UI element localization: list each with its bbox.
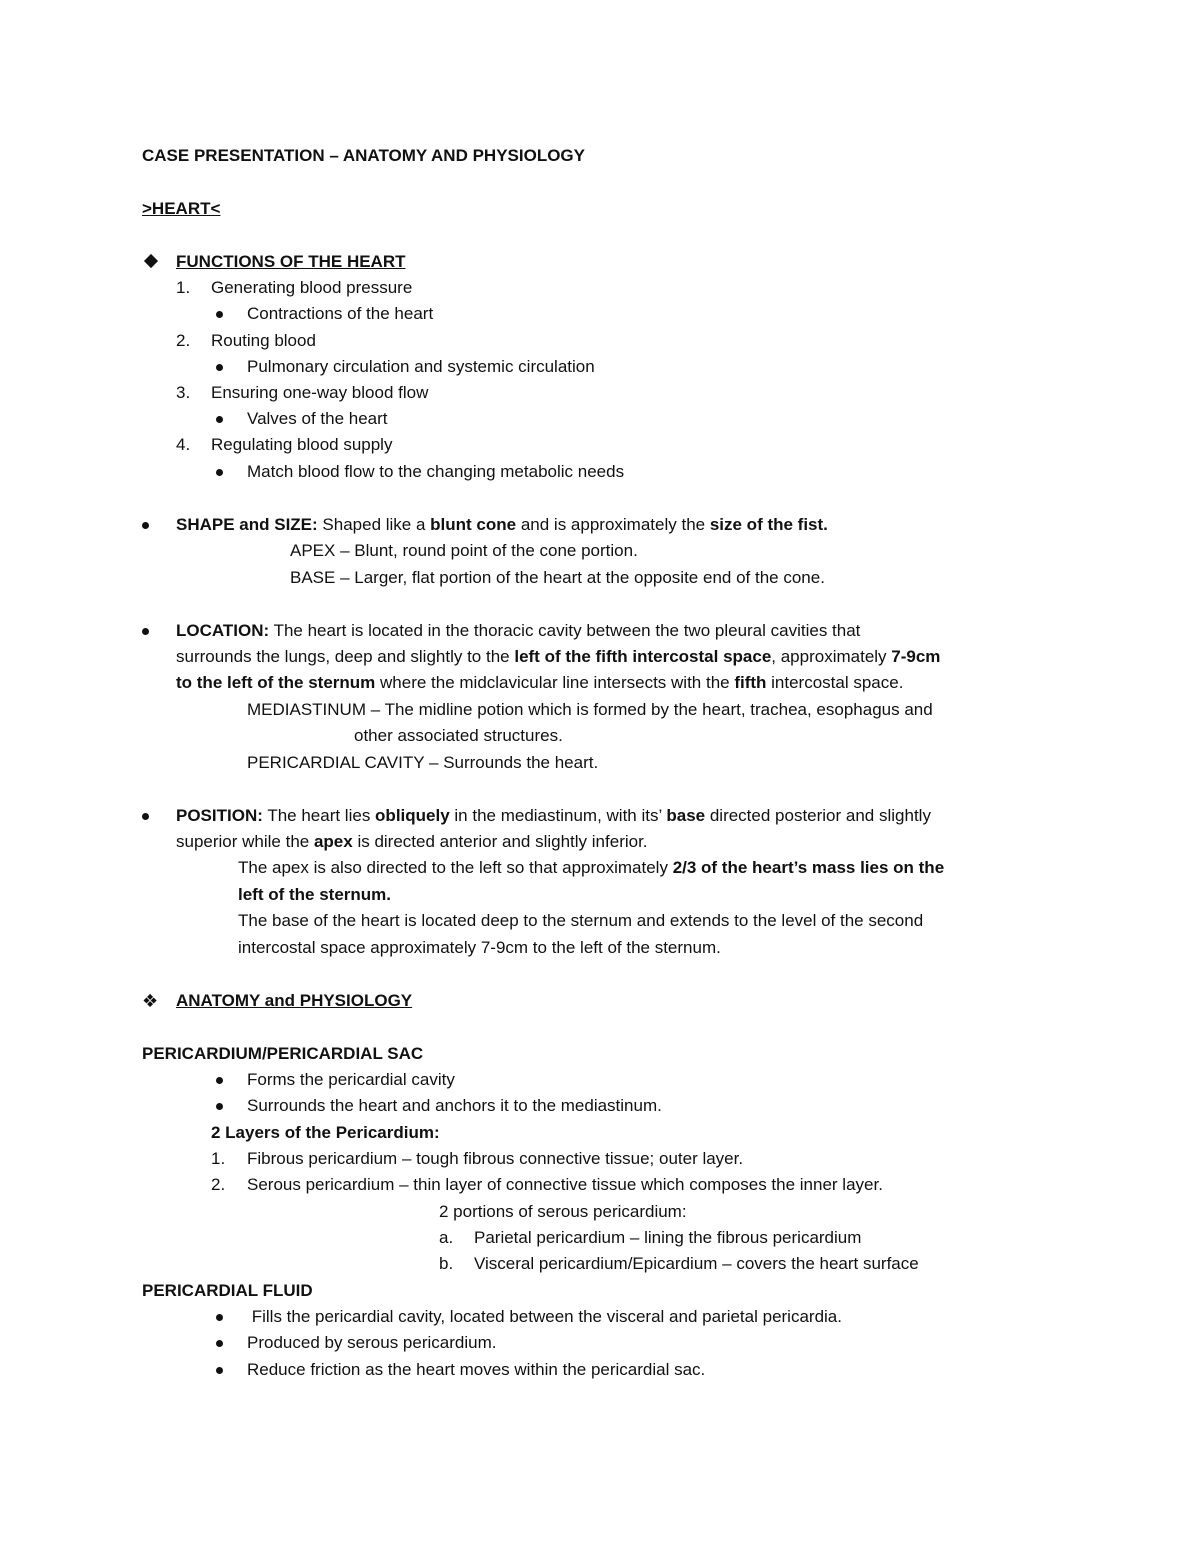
bullet-icon xyxy=(216,1340,223,1347)
list-letter: a. xyxy=(439,1228,454,1247)
sub-bullet: Pulmonary circulation and systemic circulation xyxy=(211,354,811,380)
position-paragraph: POSITION: The heart lies obliquely in the mediastinum, with its’ base directed posterior and slightly xyxy=(142,803,1062,829)
page-title: CASE PRESENTATION – ANATOMY AND PHYSIOLOGY xyxy=(142,146,585,165)
pericardial-cavity-definition: PERICARDIAL CAVITY – Surrounds the heart. xyxy=(247,753,599,772)
functions-heading: FUNCTIONS OF THE HEART xyxy=(176,252,406,271)
base-definition: BASE – Larger, flat portion of the heart at the opposite end of the cone. xyxy=(290,568,825,587)
list-item-text: Routing blood xyxy=(211,331,316,350)
mediastinum-definition: MEDIASTINUM – The midline potion which is formed by the heart, trachea, esophagus and xyxy=(247,700,933,719)
sub-bullet: Match blood flow to the changing metabolic needs xyxy=(211,459,911,485)
position-line-2: superior while the apex is directed anterior and slightly inferior. xyxy=(176,832,648,851)
list-item-text: Visceral pericardium/Epicardium – covers the heart surface xyxy=(474,1254,919,1273)
pericardium-title: PERICARDIUM/PERICARDIAL SAC xyxy=(142,1044,424,1063)
list-item xyxy=(176,328,190,354)
bullet-icon xyxy=(142,813,149,820)
outline-diamond-bullet-icon: ❖ xyxy=(142,991,159,1011)
sub-bullet: Contractions of the heart xyxy=(211,301,811,327)
list-item-text: Parietal pericardium – lining the fibrous pericardium xyxy=(474,1228,862,1247)
solid-diamond-bullet-icon xyxy=(144,254,158,268)
list-number: 3. xyxy=(176,383,191,402)
list-letter: b. xyxy=(439,1254,454,1273)
list-number: 1. xyxy=(176,278,191,297)
bullet-item: Fills the pericardial cavity, located between the visceral and parietal pericardia. xyxy=(211,1304,1011,1330)
list-item-text: Ensuring one-way blood flow xyxy=(211,383,429,402)
apex-definition: APEX – Blunt, round point of the cone portion. xyxy=(290,541,638,560)
bullet-icon xyxy=(216,1077,223,1084)
location-paragraph: LOCATION: The heart is located in the thoracic cavity between the two pleural cavities that xyxy=(142,618,1042,644)
list-item-text: Generating blood pressure xyxy=(211,278,413,297)
list-item-text: Serous pericardium – thin layer of connective tissue which composes the inner layer. xyxy=(247,1175,883,1194)
bullet-item: Produced by serous pericardium. xyxy=(211,1330,911,1356)
bullet-icon xyxy=(216,311,223,318)
pericardial-fluid-title: PERICARDIAL FLUID xyxy=(142,1281,313,1300)
shape-size-paragraph: SHAPE and SIZE: Shaped like a blunt cone and is approximately the size of the fist. xyxy=(142,512,1042,538)
location-line-3: to the left of the sternum where the midclavicular line intersects with the fifth intercostal space. xyxy=(176,673,904,692)
list-item-text: Fibrous pericardium – tough fibrous connective tissue; outer layer. xyxy=(247,1149,744,1168)
list-item-text: Regulating blood supply xyxy=(211,435,393,454)
bullet-icon xyxy=(216,364,223,371)
bullet-icon xyxy=(216,469,223,476)
position-line-3: The apex is also directed to the left so that approximately 2/3 of the heart’s mass lies on the xyxy=(238,858,945,877)
bullet-item: Reduce friction as the heart moves within the pericardial sac. xyxy=(211,1357,911,1383)
bullet-icon xyxy=(142,628,149,635)
mediastinum-definition-cont: other associated structures. xyxy=(354,726,563,745)
bullet-icon xyxy=(216,1367,223,1374)
functions-heading-line xyxy=(142,249,942,275)
bullet-item: Forms the pericardial cavity xyxy=(211,1067,911,1093)
layers-title: 2 Layers of the Pericardium: xyxy=(211,1123,440,1142)
list-number: 2. xyxy=(211,1175,226,1194)
list-item xyxy=(176,380,190,406)
location-line-2: surrounds the lungs, deep and slightly to the left of the fifth intercostal space, approximately 7-9cm xyxy=(176,647,941,666)
bullet-icon xyxy=(216,416,223,423)
list-number: 4. xyxy=(176,435,191,454)
bullet-icon xyxy=(216,1103,223,1110)
bullet-icon xyxy=(142,522,149,529)
bullet-item: Surrounds the heart and anchors it to the mediastinum. xyxy=(211,1093,911,1119)
position-line-6: intercostal space approximately 7-9cm to the left of the sternum. xyxy=(238,938,721,957)
list-item xyxy=(176,432,190,458)
bullet-icon xyxy=(216,1314,223,1321)
section-heart: >HEART< xyxy=(142,199,221,218)
list-item xyxy=(176,275,190,301)
portions-title: 2 portions of serous pericardium: xyxy=(439,1202,687,1221)
list-number: 1. xyxy=(211,1149,226,1168)
list-number: 2. xyxy=(176,331,191,350)
anatomy-heading: ANATOMY and PHYSIOLOGY xyxy=(176,991,413,1010)
position-line-4: left of the sternum. xyxy=(238,885,392,904)
position-line-5: The base of the heart is located deep to the sternum and extends to the level of the second xyxy=(238,911,924,930)
sub-bullet: Valves of the heart xyxy=(211,406,811,432)
anatomy-heading-line xyxy=(142,988,942,1014)
